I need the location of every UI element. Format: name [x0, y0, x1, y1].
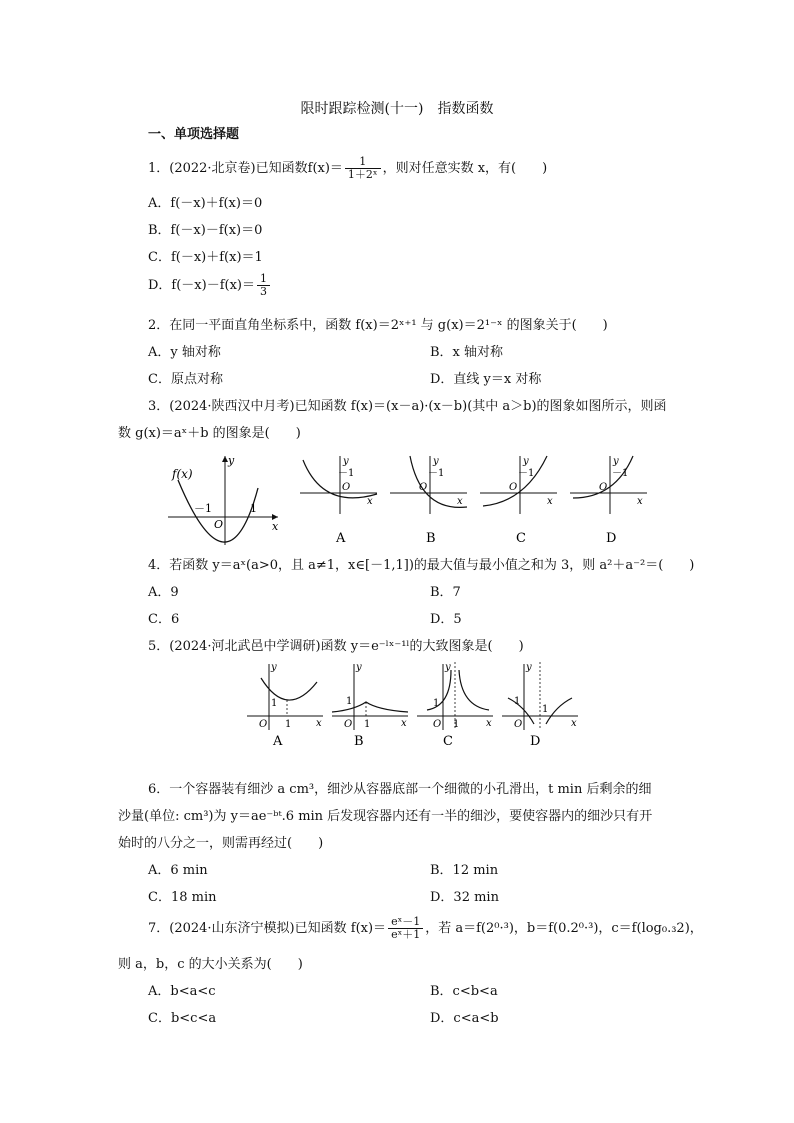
q1-fraction	[345, 156, 381, 181]
q7-frac-num: eˣ－1	[388, 916, 423, 929]
q3-graph-c-label[interactable]: C	[516, 531, 526, 546]
q5-a-y-label: y	[271, 662, 277, 673]
q5-a-x-label: x	[316, 718, 322, 729]
q7-stem-start: 7．(2024·山东济宁模拟)已知函数 f(x)＝	[148, 921, 387, 936]
q5-d-x-one: 1	[542, 704, 549, 715]
q7-frac-den: eˣ＋1	[391, 928, 421, 941]
page-title: 限时跟踪检测(十一) 指数函数	[300, 101, 494, 117]
question-6-line2: 沙量(单位: cm³)为 y＝ae⁻ᵇᵗ.6 min 后发现容器内还有一半的细沙，要使容器内的细沙只有开	[118, 809, 653, 824]
q3-d-y-label: y	[613, 456, 619, 467]
q7-fraction	[388, 916, 423, 941]
q7-option-a[interactable]: A．b<a<c	[148, 984, 216, 999]
q5-d-origin: O	[514, 719, 523, 730]
q3-c-origin: O	[509, 482, 518, 493]
q3-fx-neg-one: －1	[194, 502, 212, 515]
q5-c-x-label: x	[486, 718, 492, 729]
q4-option-d[interactable]: D．5	[430, 612, 462, 627]
q3-graph-d	[565, 452, 655, 547]
q3-graph-b	[385, 452, 475, 547]
q5-d-y-one: 1	[514, 696, 521, 707]
q5-c-y-one: 1	[433, 698, 440, 709]
q5-b-origin: O	[344, 719, 353, 730]
q5-b-y-one: 1	[346, 696, 353, 707]
q7-option-d[interactable]: D．c<a<b	[430, 1011, 499, 1026]
q3-b-neg-one: －1	[428, 468, 445, 479]
q5-graph-a-label[interactable]: A	[273, 734, 283, 748]
q1-option-d-text: D．f(－x)－f(x)＝	[148, 278, 255, 293]
q5-c-x-one: 1	[453, 719, 460, 730]
q5-b-y-label: y	[356, 662, 362, 673]
q5-d-curve-right	[546, 698, 572, 724]
question-5-stem: 5．(2024·河北武邑中学调研)函数 y＝e⁻ˡˣ⁻¹ˡ的大致图象是( )	[148, 639, 524, 654]
q3-c-curve	[483, 456, 547, 506]
q5-a-x-one: 1	[285, 719, 292, 730]
q1-stem-start: 1．(2022·北京卷)已知函数f(x)＝	[148, 161, 343, 176]
question-6-line1: 6．一个容器装有细沙 a cm³，细沙从容器底部一个细微的小孔滑出，t min 后剩余的细	[148, 782, 652, 797]
q1-d-num: 1	[257, 273, 270, 286]
q2-option-c[interactable]: C．原点对称	[148, 372, 223, 387]
q3-fx-graph	[160, 450, 290, 550]
q5-b-x-label: x	[401, 718, 407, 729]
q3-fx-label: f(x)	[172, 467, 193, 481]
q5-a-y-one: 1	[271, 698, 278, 709]
q3-a-neg-one: －1	[338, 468, 355, 479]
q2-option-b[interactable]: B．x 轴对称	[430, 345, 504, 360]
q6-option-a[interactable]: A．6 min	[148, 863, 208, 878]
q3-a-origin: O	[342, 482, 351, 493]
q1-option-a[interactable]: A．f(－x)＋f(x)＝0	[148, 196, 263, 211]
q3-fx-x-label: x	[272, 520, 279, 533]
q6-option-d[interactable]: D．32 min	[430, 890, 499, 905]
q1-option-b[interactable]: B．f(－x)－f(x)＝0	[148, 223, 263, 238]
q5-graph-a	[243, 660, 329, 748]
q3-b-y-label: y	[433, 456, 439, 467]
q5-a-origin: O	[259, 719, 268, 730]
q3-graph-a	[295, 452, 385, 547]
q5-graph-b	[328, 660, 414, 748]
q3-graph-a-label[interactable]: A	[336, 531, 346, 546]
q1-option-d[interactable]	[148, 273, 272, 299]
q3-fx-origin: O	[214, 518, 224, 531]
q3-c-y-label: y	[523, 456, 529, 467]
q3-a-y-label: y	[343, 456, 349, 467]
q5-c-y-label: y	[445, 662, 451, 673]
q5-b-curve	[332, 702, 408, 712]
q3-graph-d-label[interactable]: D	[606, 531, 617, 546]
q4-option-b[interactable]: B．7	[430, 585, 461, 600]
q7-stem-end: ，若 a＝f(2⁰·³)，b＝f(0.2⁰·³)，c＝f(log₀.₃2)，	[425, 921, 703, 936]
question-3-stem-line2: 数 g(x)＝aˣ＋b 的图象是( )	[118, 426, 301, 441]
q5-graph-d	[498, 660, 584, 748]
q5-graph-c	[413, 660, 499, 748]
q3-fx-parabola	[178, 480, 258, 542]
q4-option-a[interactable]: A．9	[148, 585, 179, 600]
q3-graph-c	[475, 452, 565, 547]
q7-option-b[interactable]: B．c<b<a	[430, 984, 498, 999]
q1-frac-den: 1＋2ˣ	[347, 168, 378, 181]
q3-d-neg-one: －1	[612, 468, 629, 479]
q1-frac-num: 1	[345, 156, 381, 169]
q5-c-curve-right	[459, 670, 489, 710]
q3-c-neg-one: －1	[518, 468, 535, 479]
q3-d-origin: O	[599, 482, 608, 493]
q3-d-x-label: x	[637, 496, 643, 507]
q1-option-d-fraction	[257, 273, 270, 298]
q3-fx-y-label: y	[228, 454, 235, 467]
q3-b-x-label: x	[457, 496, 463, 507]
q1-d-den: 3	[260, 285, 267, 298]
q1-stem-end: ，则对任意实数 x，有( )	[382, 161, 548, 176]
q2-option-d[interactable]: D．直线 y＝x 对称	[430, 372, 542, 387]
question-7-line2: 则 a，b，c 的大小关系为( )	[118, 957, 303, 972]
q7-option-c[interactable]: C．b<c<a	[148, 1011, 217, 1026]
question-1-stem	[148, 156, 547, 182]
q3-a-x-label: x	[367, 496, 373, 507]
question-3-stem-line1: 3．(2024·陕西汉中月考)已知函数 f(x)＝(x－a)·(x－b)(其中 a＞b)的图象如图所示，则函	[148, 399, 667, 414]
q3-c-x-label: x	[547, 496, 553, 507]
q3-b-origin: O	[419, 482, 428, 493]
q5-graph-d-label[interactable]: D	[530, 734, 541, 748]
question-7-stem	[148, 916, 703, 942]
q1-option-c[interactable]: C．f(－x)＋f(x)＝1	[148, 250, 263, 265]
q6-option-b[interactable]: B．12 min	[430, 863, 499, 878]
question-4-stem: 4．若函数 y＝aˣ(a>0，且 a≠1，x∈[－1,1])的最大值与最小值之和为 3，则 a²＋a⁻²＝( )	[148, 558, 695, 573]
question-2-stem: 2．在同一平面直角坐标系中，函数 f(x)＝2ˣ⁺¹ 与 g(x)＝2¹⁻ˣ 的图象关于( )	[148, 318, 608, 333]
q6-option-c[interactable]: C．18 min	[148, 890, 217, 905]
q3-fx-one: 1	[250, 502, 257, 515]
q4-option-c[interactable]: C．6	[148, 612, 180, 627]
q2-option-a[interactable]: A．y 轴对称	[148, 345, 221, 360]
q5-graph-b-label[interactable]: B	[354, 734, 364, 748]
q5-b-x-one: 1	[364, 719, 371, 730]
section-heading: 一、单项选择题	[148, 127, 240, 142]
q5-d-x-label: x	[571, 718, 577, 729]
q5-graph-c-label[interactable]: C	[443, 734, 453, 748]
q5-c-origin: O	[433, 719, 442, 730]
q3-graph-b-label[interactable]: B	[426, 531, 436, 546]
question-6-line3: 始时的八分之一，则需再经过( )	[118, 836, 324, 851]
q5-d-y-label: y	[526, 662, 532, 673]
